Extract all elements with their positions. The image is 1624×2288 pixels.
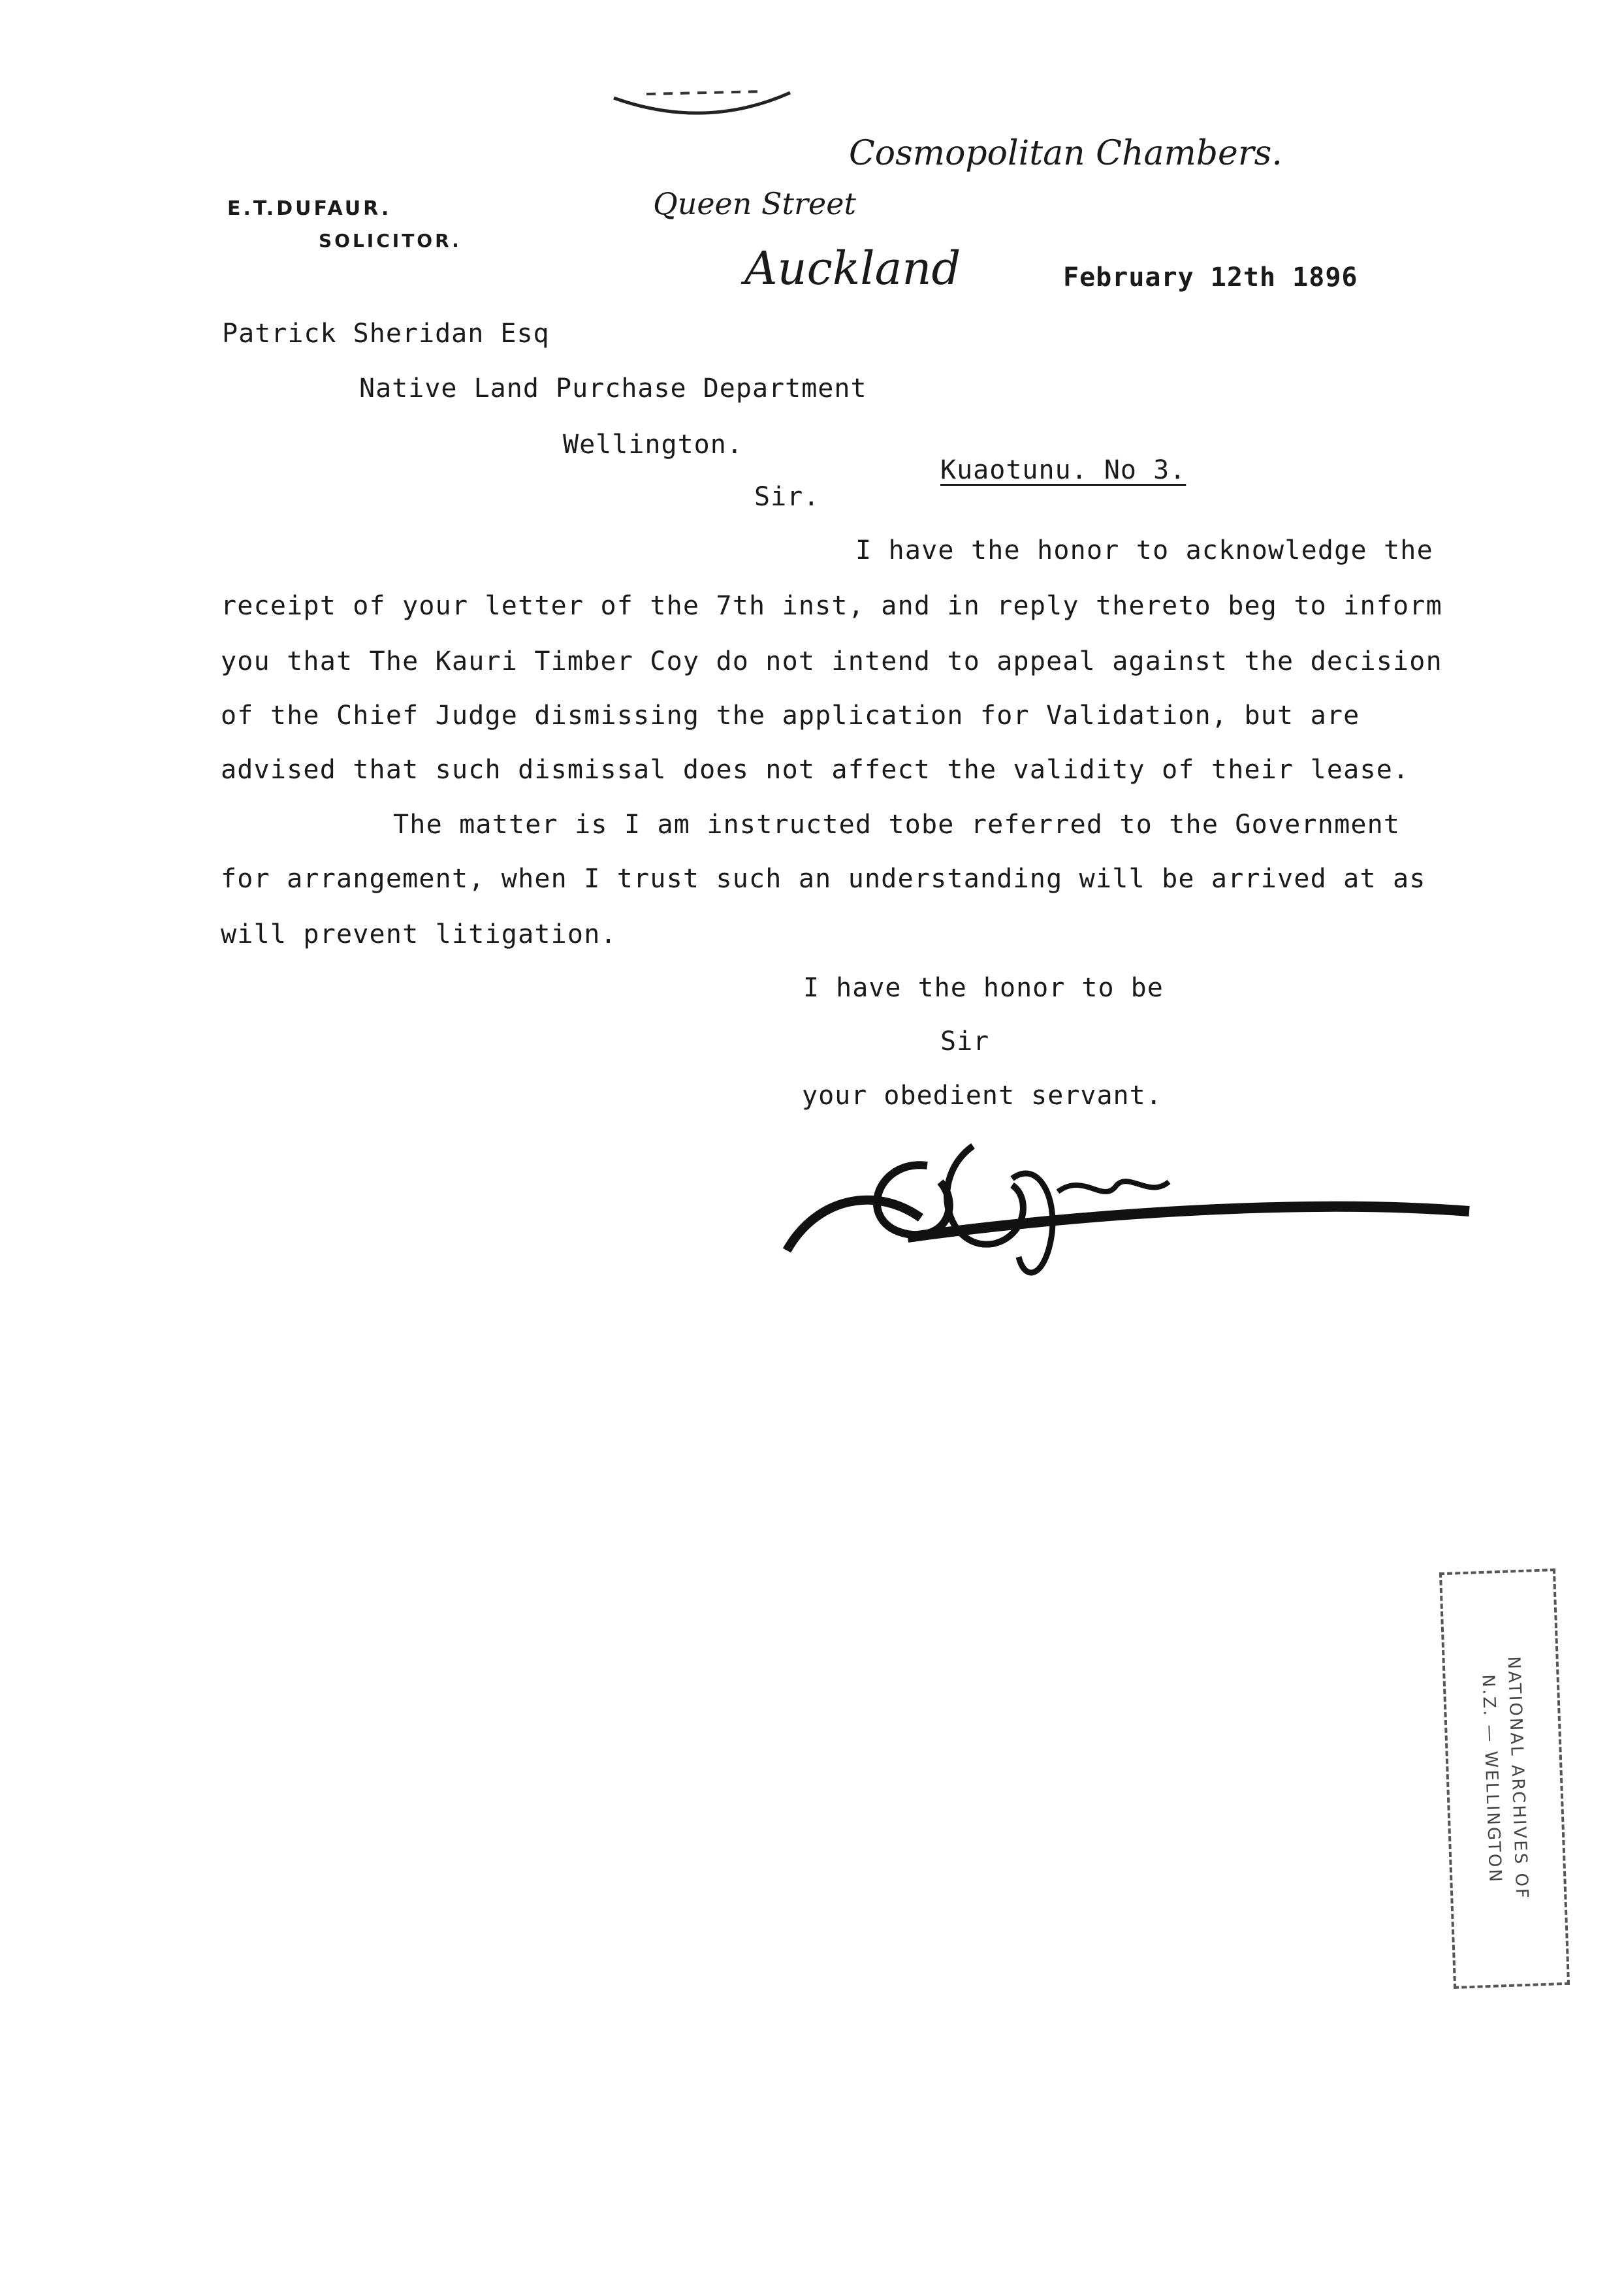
archive-stamp	[1439, 1568, 1570, 1989]
letterhead-city: Auckland	[744, 242, 961, 295]
salutation: Sir.	[754, 482, 820, 512]
letterhead-building: Cosmopolitan Chambers.	[849, 134, 1282, 173]
addressee-name: Patrick Sheridan Esq	[222, 319, 550, 349]
letterhead-name: E.T.DUFAUR.	[227, 197, 392, 220]
top-scribble-mark	[607, 85, 803, 124]
letterhead-title: SOLICITOR.	[319, 230, 462, 251]
body-line: I have the honor to acknowledge the	[855, 535, 1433, 565]
letter-date: February 12th 1896	[1063, 262, 1358, 293]
stamp-line: N.Z. — WELLINGTON	[1478, 1674, 1505, 1884]
reference-line: Kuaotunu. No 3.	[940, 455, 1186, 485]
closing-line: your obedient servant.	[802, 1081, 1162, 1111]
body-line: The matter is I am instructed tobe referred to the Government	[393, 810, 1401, 840]
addressee-department: Native Land Purchase Department	[359, 373, 867, 404]
signature-mark	[777, 1120, 1482, 1290]
body-line: receipt of your letter of the 7th inst, and in reply thereto beg to inform	[221, 591, 1442, 621]
closing-line: Sir	[940, 1026, 990, 1057]
stamp-line: NATIONAL ARCHIVES OF	[1503, 1656, 1532, 1901]
addressee-city: Wellington.	[563, 430, 743, 460]
body-line: of the Chief Judge dismissing the application for Validation, but are	[221, 701, 1360, 731]
letterhead-street: Queen Street	[653, 186, 856, 221]
body-line: will prevent litigation.	[221, 919, 617, 949]
body-line: advised that such dismissal does not affect the validity of their lease.	[221, 755, 1410, 785]
closing-line: I have the honor to be	[803, 973, 1164, 1003]
body-line: for arrangement, when I trust such an understanding will be arrived at as	[221, 864, 1426, 894]
body-line: you that The Kauri Timber Coy do not intend to appeal against the decision	[221, 646, 1442, 676]
